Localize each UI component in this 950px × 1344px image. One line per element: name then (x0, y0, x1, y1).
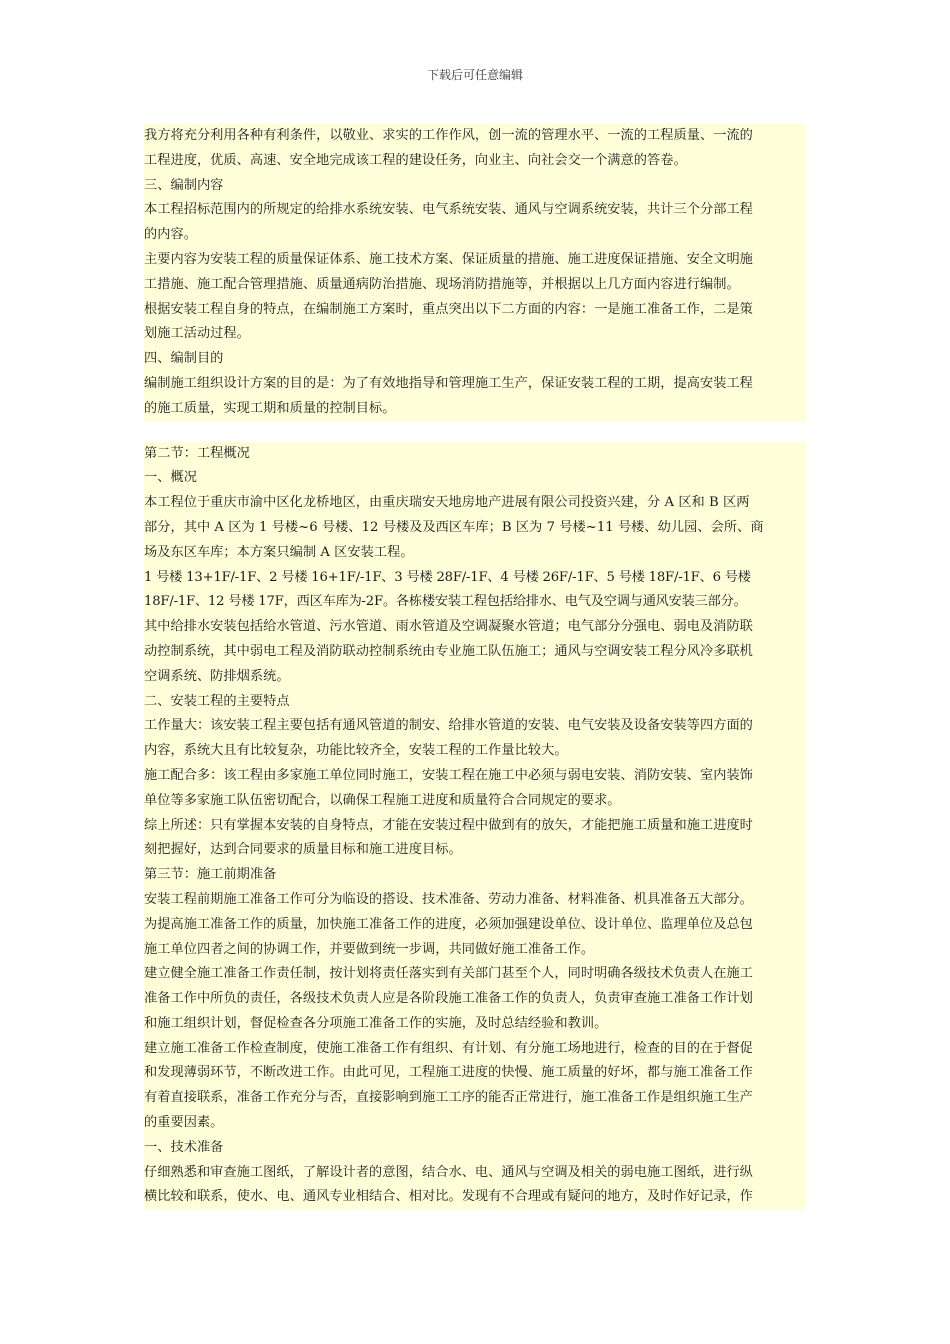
text-line: 编制施工组织设计方案的目的是：为了有效地指导和管理施工生产，保证安装工程的工期，提高安装工程 (144, 372, 806, 397)
text-line: 我方将充分利用各种有利条件，以敬业、求实的工作作风，创一流的管理水平、一流的工程质量、一流的 (144, 124, 806, 149)
text-line: 的施工质量，实现工期和质量的控制目标。 (144, 397, 806, 422)
text-line: 工措施、施工配合管理措施、质量通病防治措施、现场消防措施等，并根据以上几方面内容进行编制。 (144, 273, 806, 298)
text-line: 为提高施工准备工作的质量，加快施工准备工作的进度，必须加强建设单位、设计单位、监理单位及总包 (144, 913, 806, 938)
paragraph (144, 888, 806, 962)
paragraph (144, 1136, 806, 1161)
paragraph (144, 814, 806, 864)
paragraph (144, 962, 806, 1036)
text-line: 场及东区车库；本方案只编制 A 区安装工程。 (144, 541, 806, 566)
text-line: 空调系统、防排烟系统。 (144, 665, 806, 690)
paragraph (144, 124, 806, 174)
text-line: 一、概况 (144, 466, 806, 491)
paragraph (144, 714, 806, 764)
paragraph (144, 615, 806, 689)
paragraph (144, 248, 806, 298)
paragraph (144, 491, 806, 565)
paragraph (144, 372, 806, 422)
paragraph (144, 1161, 806, 1211)
text-line: 工作量大：该安装工程主要包括有通风管道的制安、给排水管道的安装、电气安装及设备安装等四方面的 (144, 714, 806, 739)
paragraph (144, 298, 806, 348)
text-line: 的内容。 (144, 223, 806, 248)
text-line: 四、编制目的 (144, 347, 806, 372)
text-line: 18F/-1F、12 号楼 17F，西区车库为-2F。各栋楼安装工程包括给排水、电气及空调与通风安装三部分。 (144, 590, 806, 615)
paragraph (144, 566, 806, 616)
text-line: 第二节：工程概况 (144, 442, 806, 467)
paragraph-spacer (144, 422, 806, 442)
text-line: 建立施工准备工作检查制度，使施工准备工作有组织、有计划、有分施工场地进行，检查的目的在于督促 (144, 1037, 806, 1062)
text-line: 单位等多家施工队伍密切配合，以确保工程施工进度和质量符合合同规定的要求。 (144, 789, 806, 814)
text-line: 主要内容为安装工程的质量保证体系、施工技术方案、保证质量的措施、施工进度保证措施、安全文明施 (144, 248, 806, 273)
text-line: 二、安装工程的主要特点 (144, 690, 806, 715)
paragraph (144, 863, 806, 888)
paragraph (144, 347, 806, 372)
paragraph (144, 198, 806, 248)
text-line: 和发现薄弱环节，不断改进工作。由此可见，工程施工进度的快慢、施工质量的好坏，都与施工准备工作 (144, 1061, 806, 1086)
text-line: 安装工程前期施工准备工作可分为临设的搭设、技术准备、劳动力准备、材料准备、机具准备五大部分。 (144, 888, 806, 913)
text-line: 有着直接联系，准备工作充分与否，直接影响到施工工序的能否正常进行，施工准备工作是组织施工生产 (144, 1086, 806, 1111)
text-line: 第三节：施工前期准备 (144, 863, 806, 888)
text-line: 施工配合多：该工程由多家施工单位同时施工，安装工程在施工中必须与弱电安装、消防安装、室内装饰 (144, 764, 806, 789)
text-line: 刻把握好，达到合同要求的质量目标和施工进度目标。 (144, 838, 806, 863)
text-line: 1 号楼 13+1F/-1F、2 号楼 16+1F/-1F、3 号楼 28F/-1F、4 号楼 26F/-1F、5 号楼 18F/-1F、6 号楼 (144, 566, 806, 591)
text-line: 其中给排水安装包括给水管道、污水管道、雨水管道及空调凝聚水管道；电气部分分强电、弱电及消防联 (144, 615, 806, 640)
paragraph (144, 466, 806, 491)
paragraph (144, 1037, 806, 1136)
text-line: 施工单位四者之间的协调工作，并要做到统一步调，共同做好施工准备工作。 (144, 938, 806, 963)
text-line: 建立健全施工准备工作责任制，按计划将责任落实到有关部门甚至个人，同时明确各级技术负责人在施工 (144, 962, 806, 987)
text-line: 三、编制内容 (144, 174, 806, 199)
text-line: 本工程位于重庆市渝中区化龙桥地区，由重庆瑞安天地房地产进展有限公司投资兴建，分 A 区和 B 区两 (144, 491, 806, 516)
paragraph (144, 442, 806, 467)
text-line: 划施工活动过程。 (144, 322, 806, 347)
text-line: 动控制系统，其中弱电工程及消防联动控制系统由专业施工队伍施工；通风与空调安装工程分风冷多联机 (144, 640, 806, 665)
text-line: 一、技术准备 (144, 1136, 806, 1161)
page-header: 下载后可任意编辑 (426, 68, 523, 82)
text-line: 本工程招标范围内的所规定的给排水系统安装、电气系统安装、通风与空调系统安装，共计三个分部工程 (144, 198, 806, 223)
text-line: 和施工组织计划，督促检查各分项施工准备工作的实施，及时总结经验和教训。 (144, 1012, 806, 1037)
text-line: 工程进度，优质、高速、安全地完成该工程的建设任务，向业主、向社会交一个满意的答卷。 (144, 149, 806, 174)
text-line: 横比较和联系，使水、电、通风专业相结合、相对比。发现有不合理或有疑问的地方，及时作好记录，作 (144, 1185, 806, 1210)
text-line: 根据安装工程自身的特点，在编制施工方案时，重点突出以下二方面的内容：一是施工准备工作，二是策 (144, 298, 806, 323)
paragraph (144, 764, 806, 814)
paragraph (144, 174, 806, 199)
text-line: 的重要因素。 (144, 1111, 806, 1136)
paragraph (144, 690, 806, 715)
text-line: 准备工作中所负的责任，各级技术负责人应是各阶段施工准备工作的负责人，负责审查施工准备工作计划 (144, 987, 806, 1012)
document-body (144, 124, 806, 1210)
text-line: 部分，其中 A 区为 1 号楼~6 号楼、12 号楼及及西区车库；B 区为 7 号楼~11 号楼、幼儿园、会所、商 (144, 516, 806, 541)
text-line: 内容，系统大且有比较复杂，功能比较齐全，安装工程的工作量比较大。 (144, 739, 806, 764)
text-line: 仔细熟悉和审查施工图纸，了解设计者的意图，结合水、电、通风与空调及相关的弱电施工图纸，进行纵 (144, 1161, 806, 1186)
text-line: 综上所述：只有掌握本安装的自身特点，才能在安装过程中做到有的放矢，才能把施工质量和施工进度时 (144, 814, 806, 839)
